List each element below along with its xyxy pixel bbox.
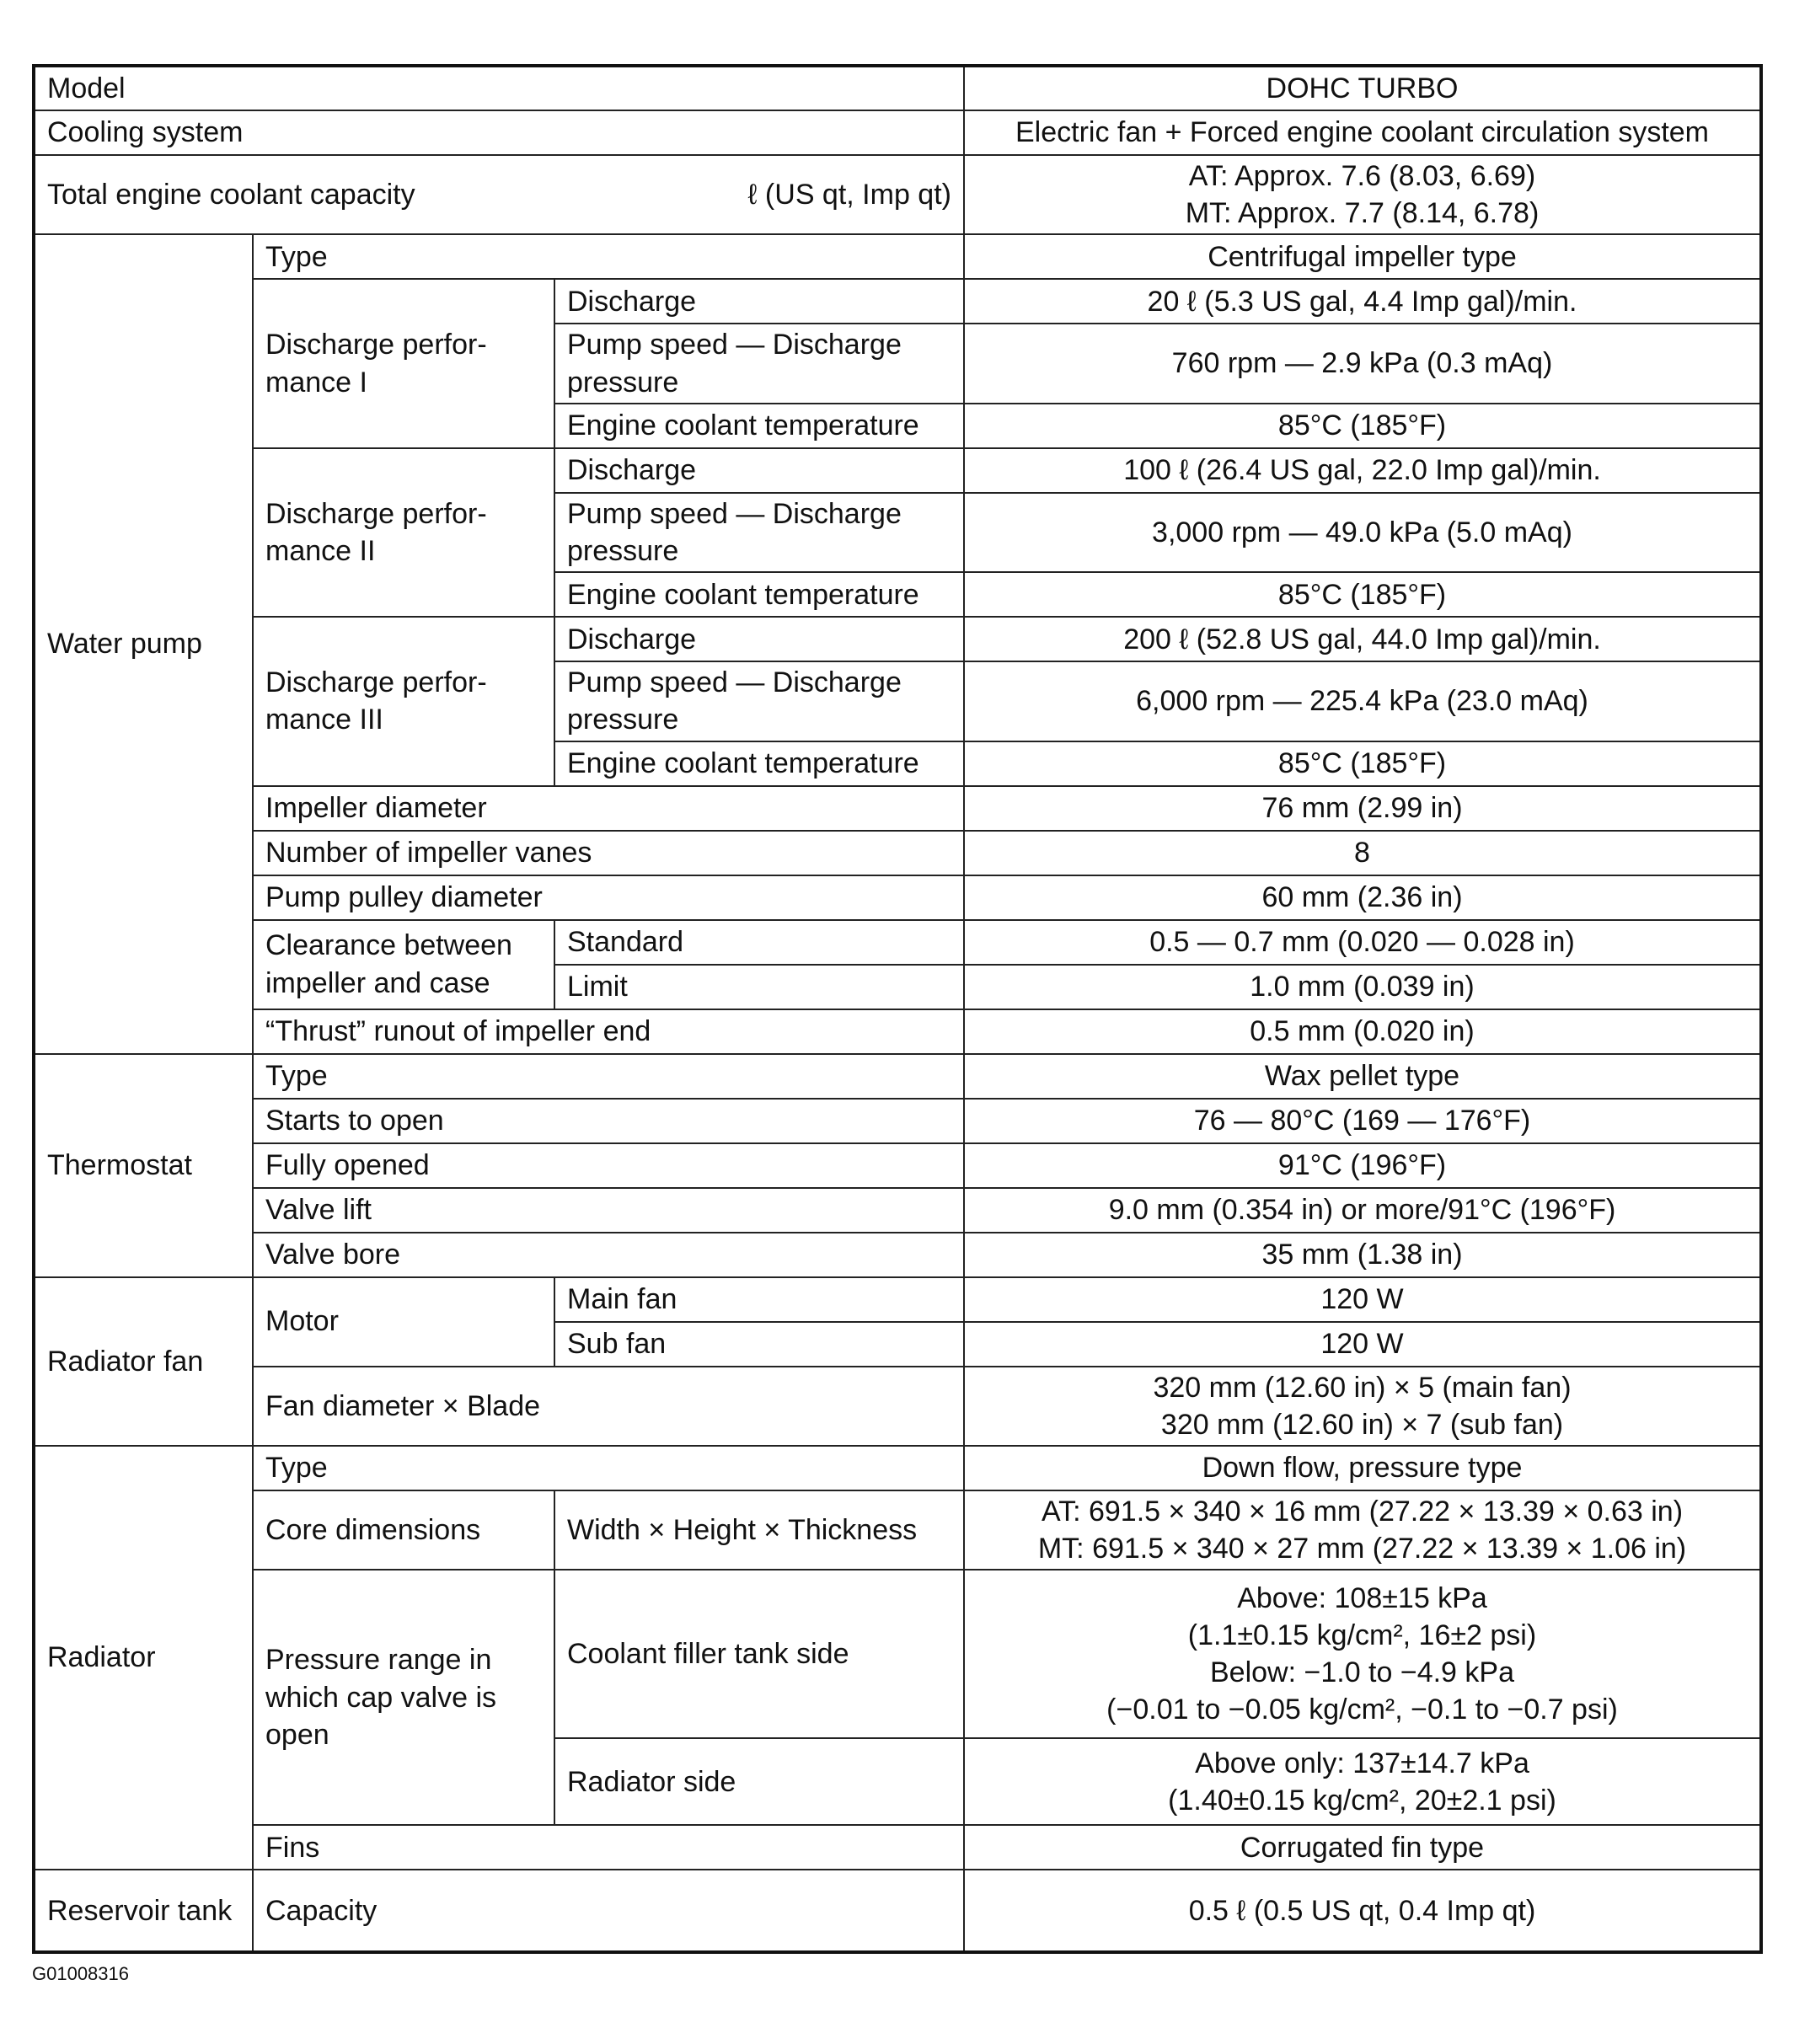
reservoir-capacity-label: Capacity — [253, 1870, 964, 1952]
table-row — [34, 617, 1761, 661]
pulley-diameter-label: Pump pulley diameter — [253, 875, 964, 920]
filler-side-above-sub: (1.1±0.15 kg/cm², 16±2 psi) — [1187, 1619, 1537, 1652]
perf1-discharge-label: Discharge — [554, 279, 964, 324]
perf2-discharge-label: Discharge — [554, 448, 964, 493]
fan-diameter-sub: 320 mm (12.60 in) × 7 (sub fan) — [1160, 1408, 1564, 1441]
clearance-label: Clearance between impeller and case — [253, 920, 554, 1009]
starts-to-open-label: Starts to open — [253, 1099, 964, 1143]
table-row — [34, 155, 1761, 234]
pressure-range-label: Pressure range in which cap valve is open — [253, 1570, 554, 1825]
sub-fan-value: 120 W — [964, 1322, 1761, 1367]
table-row — [34, 1233, 1761, 1277]
perf1-temp-label: Engine coolant temperature — [554, 404, 964, 448]
perf2-temp-label: Engine coolant temperature — [554, 572, 964, 617]
starts-to-open-value: 76 — 80°C (169 — 176°F) — [964, 1099, 1761, 1143]
clearance-limit-label: Limit — [554, 965, 964, 1009]
figure-code: G01008316 — [32, 1963, 129, 1984]
coolant-capacity-mt: MT: Approx. 7.7 (8.14, 6.78) — [1185, 197, 1540, 230]
table-row — [34, 1277, 1761, 1322]
motor-label: Motor — [253, 1277, 554, 1367]
radiator-side-label: Radiator side — [554, 1738, 964, 1825]
valve-bore-label: Valve bore — [253, 1233, 964, 1277]
filler-side-below: Below: −1.0 to −4.9 kPa — [1209, 1656, 1515, 1689]
main-fan-label: Main fan — [554, 1277, 964, 1322]
coolant-capacity-label: Total engine coolant capacity — [47, 179, 415, 211]
perf1-speed-value: 760 rpm — 2.9 kPa (0.3 mAq) — [964, 324, 1761, 403]
filler-side-label: Coolant filler tank side — [554, 1570, 964, 1738]
cooling-system-value: Electric fan + Forced engine coolant circulation system — [964, 110, 1761, 155]
reservoir-capacity-value: 0.5 ℓ (0.5 US qt, 0.4 Imp qt) — [964, 1870, 1761, 1952]
table-row — [34, 1870, 1761, 1952]
radiator-label: Radiator — [34, 1446, 253, 1870]
reservoir-tank-label: Reservoir tank — [34, 1870, 253, 1952]
perf1-label: Discharge perfor- mance I — [253, 279, 554, 447]
radiator-side-above: Above only: 137±14.7 kPa — [1195, 1747, 1529, 1779]
impeller-vanes-value: 8 — [964, 831, 1761, 875]
perf2-discharge-value: 100 ℓ (26.4 US gal, 22.0 Imp gal)/min. — [964, 448, 1761, 493]
fan-diameter-main: 320 mm (12.60 in) × 5 (main fan) — [1153, 1371, 1572, 1404]
radiator-type-value: Down flow, pressure type — [964, 1446, 1761, 1490]
perf3-label: Discharge perfor- mance III — [253, 617, 554, 785]
water-pump-label: Water pump — [34, 234, 253, 1053]
radiator-type-label: Type — [253, 1446, 964, 1490]
filler-side-value — [964, 1570, 1761, 1738]
cooling-system-label: Cooling system — [34, 110, 964, 155]
coolant-capacity-at: AT: Approx. 7.6 (8.03, 6.69) — [1188, 160, 1536, 192]
table-row — [34, 1054, 1761, 1099]
table-row — [34, 786, 1761, 831]
perf2-speed-label: Pump speed — Discharge pressure — [554, 493, 964, 572]
impeller-diameter-label: Impeller diameter — [253, 786, 964, 831]
perf3-speed-value: 6,000 rpm — 225.4 kPa (23.0 mAq) — [964, 661, 1761, 741]
fully-opened-label: Fully opened — [253, 1143, 964, 1188]
perf1-discharge-value: 20 ℓ (5.3 US gal, 4.4 Imp gal)/min. — [964, 279, 1761, 324]
core-dimensions-value — [964, 1490, 1761, 1570]
table-row — [34, 1099, 1761, 1143]
table-row — [34, 920, 1761, 965]
table-row — [34, 234, 1761, 279]
pulley-diameter-value: 60 mm (2.36 in) — [964, 875, 1761, 920]
fan-diameter-label: Fan diameter × Blade — [253, 1367, 964, 1446]
perf3-discharge-label: Discharge — [554, 617, 964, 661]
coolant-capacity-unit: ℓ (US qt, Imp qt) — [747, 179, 951, 211]
impeller-diameter-value: 76 mm (2.99 in) — [964, 786, 1761, 831]
perf1-speed-label: Pump speed — Discharge pressure — [554, 324, 964, 403]
table-row — [34, 279, 1761, 324]
model-value: DOHC TURBO — [964, 66, 1761, 110]
fully-opened-value: 91°C (196°F) — [964, 1143, 1761, 1188]
perf3-speed-label: Pump speed — Discharge pressure — [554, 661, 964, 741]
fan-diameter-value — [964, 1367, 1761, 1446]
fins-label: Fins — [253, 1825, 964, 1870]
table-row — [34, 1570, 1761, 1738]
table-row — [34, 831, 1761, 875]
main-fan-value: 120 W — [964, 1277, 1761, 1322]
valve-lift-label: Valve lift — [253, 1188, 964, 1233]
perf1-temp-value: 85°C (185°F) — [964, 404, 1761, 448]
perf3-temp-value: 85°C (185°F) — [964, 741, 1761, 786]
table-row — [34, 110, 1761, 155]
impeller-vanes-label: Number of impeller vanes — [253, 831, 964, 875]
perf3-discharge-value: 200 ℓ (52.8 US gal, 44.0 Imp gal)/min. — [964, 617, 1761, 661]
model-label: Model — [34, 66, 964, 110]
thermostat-type-value: Wax pellet type — [964, 1054, 1761, 1099]
clearance-standard-label: Standard — [554, 920, 964, 965]
coolant-capacity-cell — [34, 155, 964, 234]
core-dimensions-at: AT: 691.5 × 340 × 16 mm (27.22 × 13.39 × 0.63 in) — [1041, 1495, 1684, 1528]
perf2-temp-value: 85°C (185°F) — [964, 572, 1761, 617]
table-row — [34, 1143, 1761, 1188]
water-pump-type-value: Centrifugal impeller type — [964, 234, 1761, 279]
thrust-runout-value: 0.5 mm (0.020 in) — [964, 1009, 1761, 1054]
table-row — [34, 1009, 1761, 1054]
table-row — [34, 1490, 1761, 1570]
table-row — [34, 1367, 1761, 1446]
table-row — [34, 875, 1761, 920]
radiator-side-above-sub: (1.40±0.15 kg/cm², 20±2.1 psi) — [1168, 1784, 1556, 1817]
perf3-temp-label: Engine coolant temperature — [554, 741, 964, 786]
core-dimensions-label: Core dimensions — [253, 1490, 554, 1570]
table-row — [34, 1825, 1761, 1870]
table-row — [34, 448, 1761, 493]
filler-side-below-sub: (−0.01 to −0.05 kg/cm², −0.1 to −0.7 psi) — [1106, 1694, 1618, 1726]
valve-bore-value: 35 mm (1.38 in) — [964, 1233, 1761, 1277]
table-row — [34, 1188, 1761, 1233]
valve-lift-value: 9.0 mm (0.354 in) or more/91°C (196°F) — [964, 1188, 1761, 1233]
perf2-label: Discharge perfor- mance II — [253, 448, 554, 617]
table-row — [34, 66, 1761, 110]
coolant-capacity-value — [964, 155, 1761, 234]
table-row — [34, 1446, 1761, 1490]
cooling-spec-table — [32, 64, 1763, 1954]
thermostat-type-label: Type — [253, 1054, 964, 1099]
clearance-standard-value: 0.5 — 0.7 mm (0.020 — 0.028 in) — [964, 920, 1761, 965]
fins-value: Corrugated fin type — [964, 1825, 1761, 1870]
radiator-side-value — [964, 1738, 1761, 1825]
water-pump-type-label: Type — [253, 234, 964, 279]
core-dimensions-sublabel: Width × Height × Thickness — [554, 1490, 964, 1570]
core-dimensions-mt: MT: 691.5 × 340 × 27 mm (27.22 × 13.39 × 1.06 in) — [1037, 1533, 1687, 1565]
filler-side-above: Above: 108±15 kPa — [1237, 1581, 1487, 1614]
thermostat-label: Thermostat — [34, 1054, 253, 1277]
thrust-runout-label: “Thrust” runout of impeller end — [253, 1009, 964, 1054]
sub-fan-label: Sub fan — [554, 1322, 964, 1367]
radiator-fan-label: Radiator fan — [34, 1277, 253, 1446]
clearance-limit-value: 1.0 mm (0.039 in) — [964, 965, 1761, 1009]
perf2-speed-value: 3,000 rpm — 49.0 kPa (5.0 mAq) — [964, 493, 1761, 572]
